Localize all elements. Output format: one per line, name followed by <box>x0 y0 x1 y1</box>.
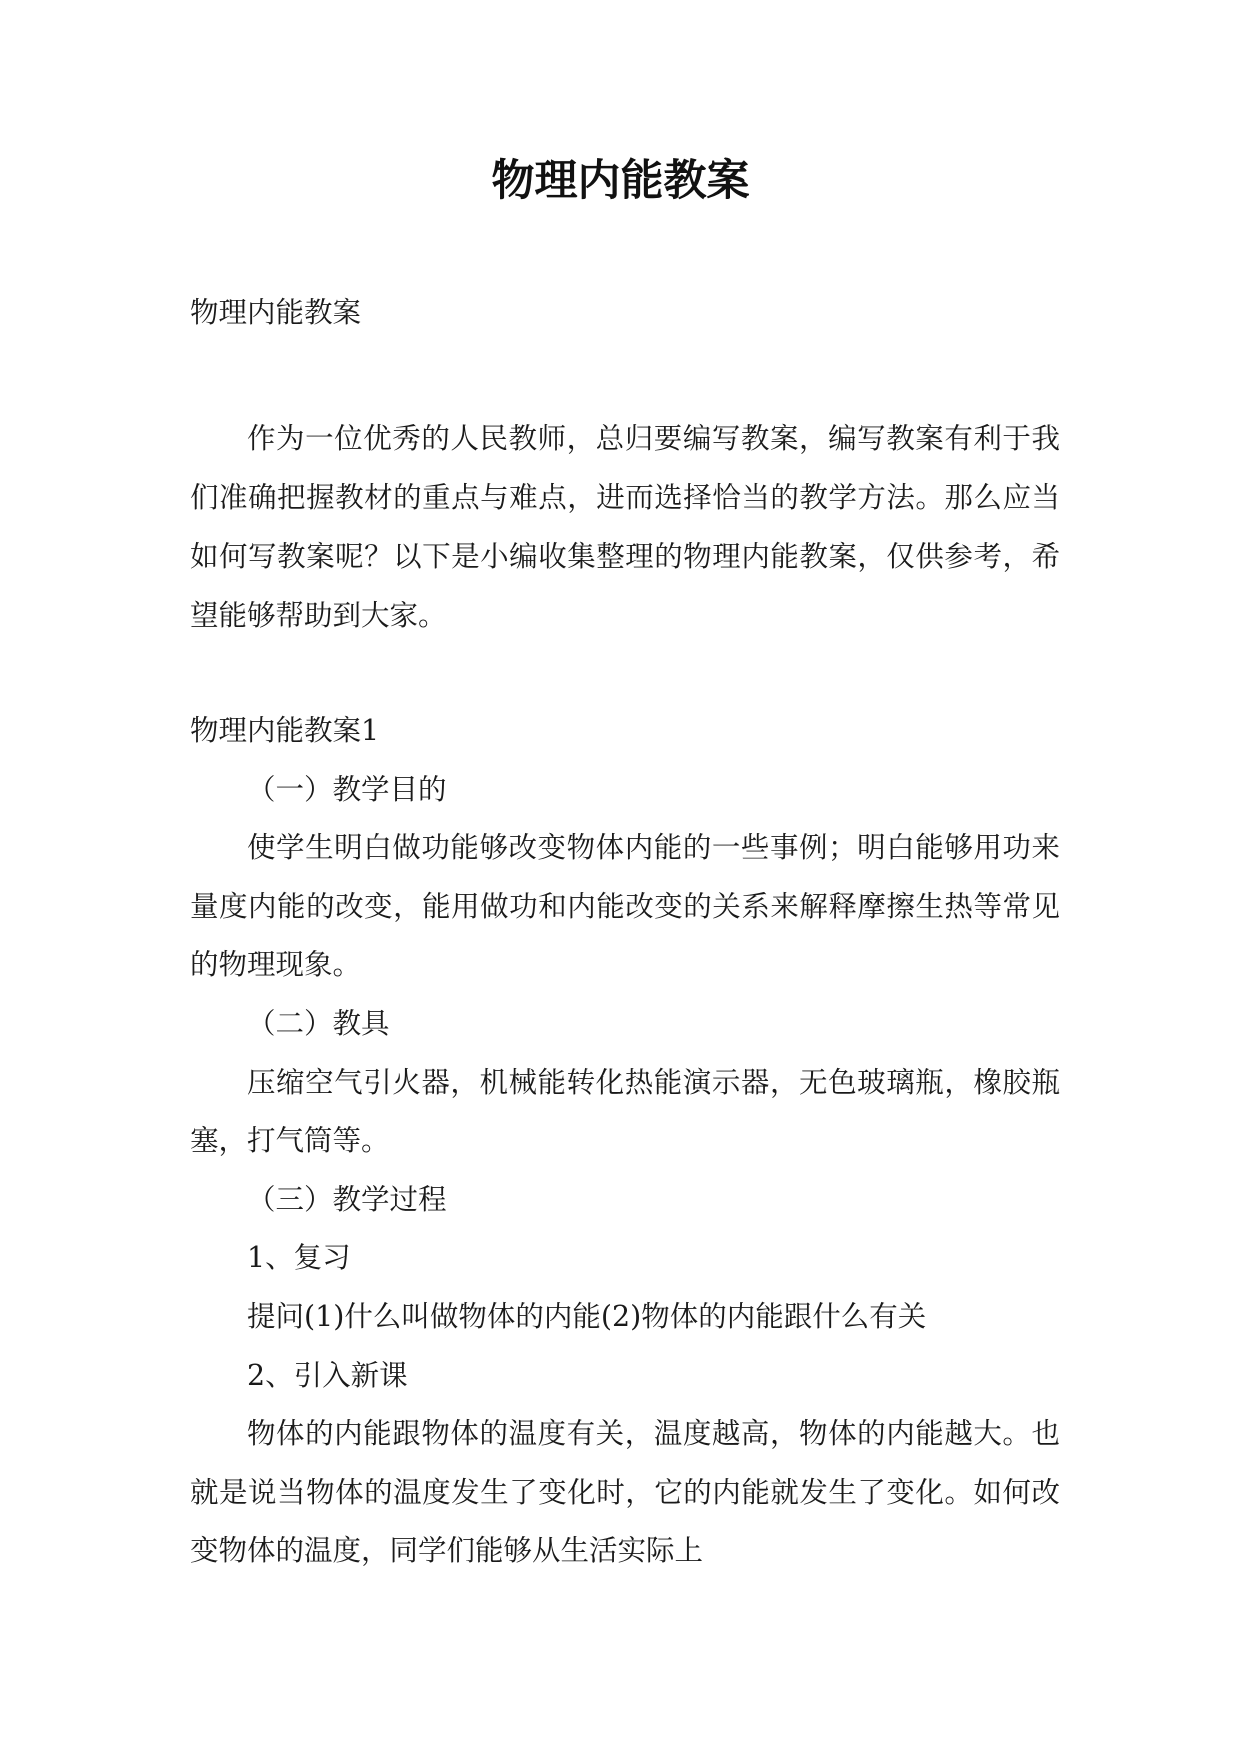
new-lesson-heading: 2、引入新课 <box>247 1358 408 1392</box>
section-title: 物理内能教案1 <box>190 714 380 747</box>
lesson-plan-section <box>190 702 1060 1581</box>
tools-paragraph: 压缩空气引火器，机械能转化热能演示器，无色玻璃瓶，橡胶瓶塞，打气筒等。 <box>190 1065 1060 1158</box>
process-heading: （三）教学过程 <box>247 1182 447 1216</box>
tools-heading: （二）教具 <box>247 1006 390 1040</box>
goal-heading: （一）教学目的 <box>247 772 447 806</box>
review-paragraph: 提问(1)什么叫做物体的内能(2)物体的内能跟什么有关 <box>247 1299 927 1333</box>
new-lesson-paragraph: 物体的内能跟物体的温度有关，温度越高，物体的内能越大。也就是说当物体的温度发生了变化时，它的内能就发生了变化。如何改变物体的温度，同学们能够从生活实际上 <box>190 1417 1060 1568</box>
review-heading: 1、复习 <box>247 1241 351 1275</box>
document-title: 物理内能教案 <box>491 156 750 206</box>
intro-paragraph: 作为一位优秀的人民教师，总归要编写教案，编写教案有利于我们准确把握教材的重点与难点，进而选择恰当的教学方法。那么应当如何写教案呢？以下是小编收集整理的物理内能教案，仅供参考，希望能够帮助到大家。 <box>190 422 1060 632</box>
goal-paragraph: 使学生明白做功能够改变物体内能的一些事例；明白能够用功来量度内能的改变，能用做功和内能改变的关系来解释摩擦生热等常见的物理现象。 <box>190 831 1060 982</box>
document-subtitle: 物理内能教案 <box>190 296 362 329</box>
